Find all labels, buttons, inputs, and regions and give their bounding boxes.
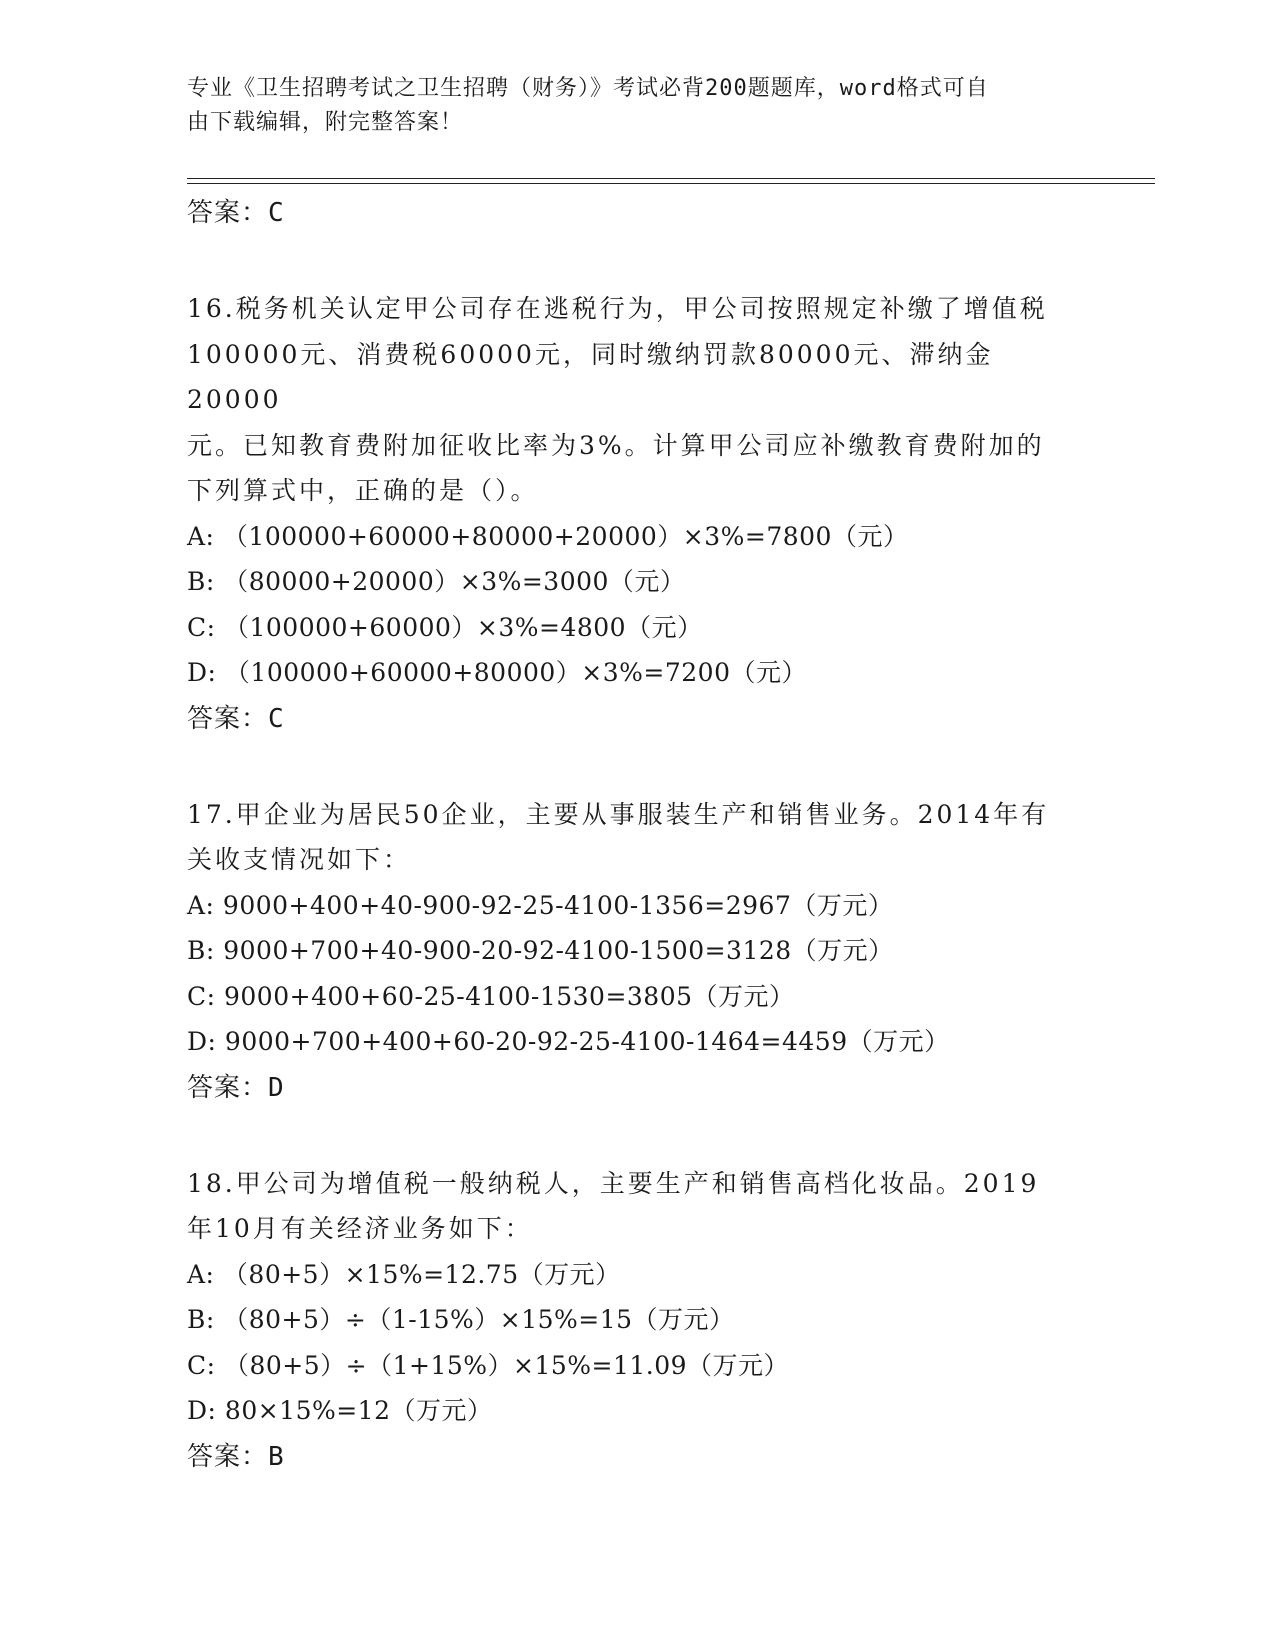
question-stem [187, 286, 1087, 514]
question-block [187, 286, 1087, 742]
option-c: C: （80+5）÷（1+15%）×15%=11.09（万元） [187, 1350, 790, 1380]
header-line-2: 由下载编辑，附完整答案！ [187, 110, 464, 135]
option-c: C: （100000+60000）×3%=4800（元） [187, 612, 703, 642]
option-a: A: 9000+400+40-900-92-25-4100-1356=2967（万元） [187, 890, 894, 920]
option-a: A: （100000+60000+80000+20000）×3%=7800（元） [187, 521, 909, 551]
option-d: D: 80×15%=12（万元） [187, 1396, 493, 1425]
option-d: D: （100000+60000+80000）×3%=7200（元） [187, 658, 807, 687]
spacer [187, 1111, 1087, 1161]
header-divider-bottom [187, 183, 1155, 184]
answer-line: 答案：D [187, 1072, 285, 1103]
option-a: A: （80+5）×15%=12.75（万元） [187, 1259, 621, 1289]
question-stem [187, 1161, 1087, 1252]
question-block [187, 792, 1087, 1111]
spacer [187, 742, 1087, 792]
stem-line: 下列算式中，正确的是（）。 [187, 476, 539, 505]
document-header [187, 72, 1067, 140]
spacer [187, 236, 1087, 286]
answer-line: 答案：B [187, 1441, 285, 1472]
option-b: B: （80000+20000）×3%=3000（元） [187, 567, 686, 596]
answer-line: 答案：C [187, 703, 285, 734]
stem-line: 元。已知教育费附加征收比率为3%。计算甲公司应补缴教育费附加的 [187, 430, 1045, 460]
question-block [187, 1161, 1087, 1480]
option-b: B: 9000+700+40-900-20-92-4100-1500=3128（万元） [187, 936, 894, 965]
header-line-1: 专业《卫生招聘考试之卫生招聘（财务）》考试必背200题题库，word格式可自 [187, 76, 989, 101]
option-c: C: 9000+400+60-25-4100-1530=3805（万元） [187, 981, 795, 1011]
option-b: B: （80+5）÷（1-15%）×15%=15（万元） [187, 1305, 735, 1334]
question-stem [187, 792, 1087, 883]
stem-line: 16.税务机关认定甲公司存在逃税行为，甲公司按照规定补缴了增值税 [187, 294, 1048, 323]
stem-line: 100000元、消费税60000元，同时缴纳罚款80000元、滞纳金20000 [187, 339, 994, 414]
header-divider-top [187, 178, 1155, 179]
stem-line: 18.甲公司为增值税一般纳税人，主要生产和销售高档化妆品。2019 [187, 1168, 1040, 1198]
stem-line: 关收支情况如下： [187, 845, 412, 874]
answer-line: 答案：C [187, 198, 285, 228]
option-d: D: 9000+700+400+60-20-92-25-4100-1464=4459（万元） [187, 1027, 950, 1056]
stem-line: 17.甲企业为居民50企业，主要从事服装生产和销售业务。2014年有 [187, 799, 1050, 829]
question-list [187, 190, 1087, 1480]
stem-line: 年10月有关经济业务如下： [187, 1214, 533, 1243]
